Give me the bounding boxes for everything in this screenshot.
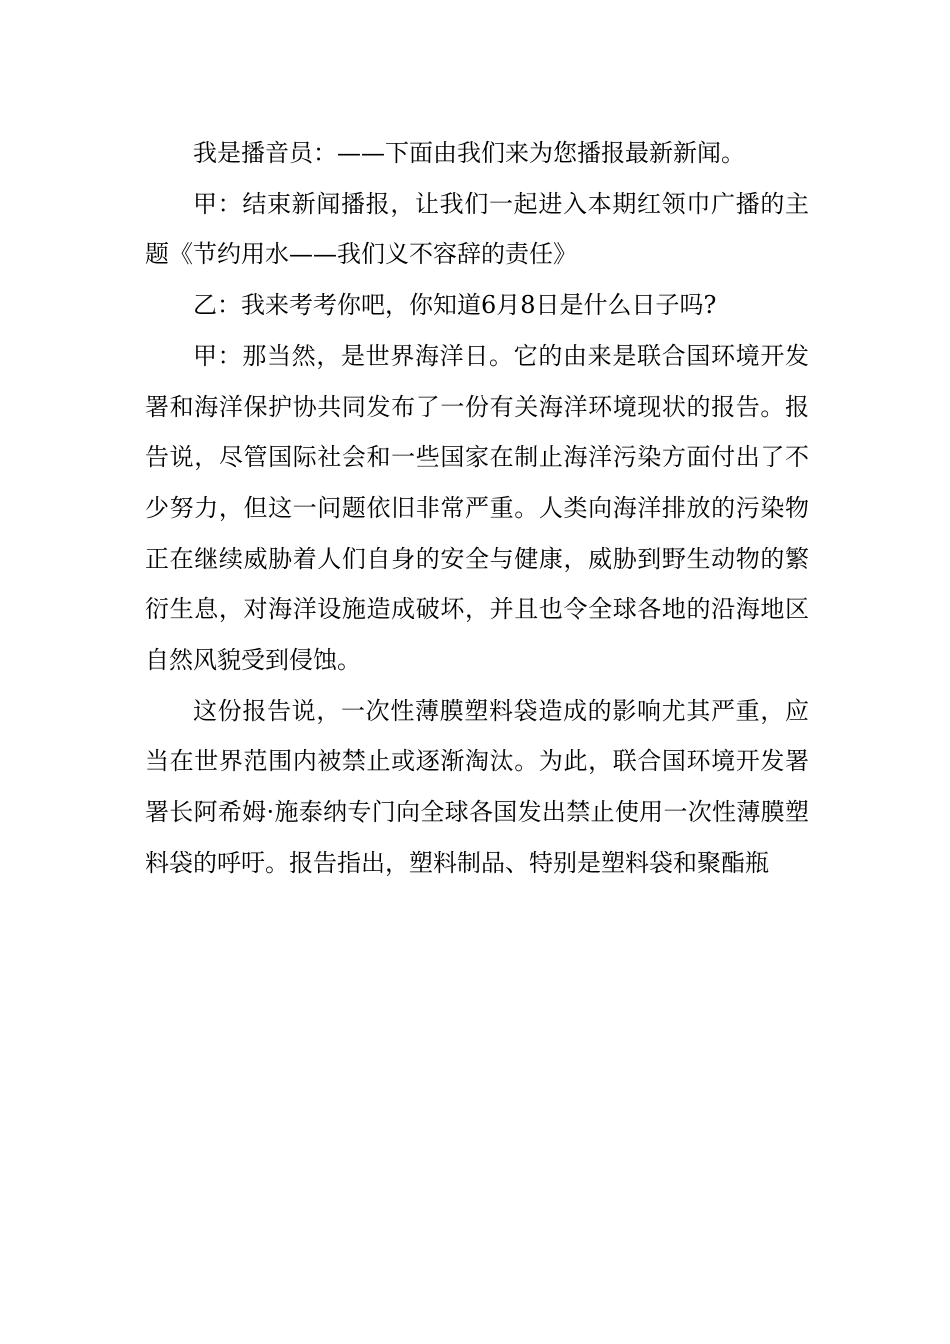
document-body: [145, 128, 809, 889]
paragraph-question: 乙：我来考考你吧，你知道6月8日是什么日子吗?: [193, 291, 717, 320]
paragraph-plastic-bags: 这份报告说，一次性薄膜塑料袋造成的影响尤其严重，应当在世界范围内被禁止或逐渐淘汰。为此，联合国环境开发署署长阿希姆·施泰纳专门向全球各国发出禁止使用一次性薄膜塑料袋的呼吁。报告指出，塑料制品、特别是塑料袋和聚酯瓶: [145, 696, 809, 877]
paragraph-ocean-day: 甲：那当然，是世界海洋日。它的由来是联合国环境开发署和海洋保护协共同发布了一份有关海洋环境现状的报告。报告说，尽管国际社会和一些国家在制止海洋污染方面付出了不少努力，但这一问题依旧非常严重。人类向海洋排放的污染物正在继续威胁着人们自身的安全与健康，威胁到野生动物的繁衍生息，对海洋设施造成破坏，并且也令全球各地的沿海地区自然风貌受到侵蚀。: [145, 341, 809, 675]
paragraph-topic-intro: 甲：结束新闻播报，让我们一起进入本期红领巾广播的主题《节约用水——我们义不容辞的责任》: [145, 189, 809, 269]
paragraph-announcer-intro: 我是播音员：——下面由我们来为您播报最新新闻。: [193, 139, 745, 167]
